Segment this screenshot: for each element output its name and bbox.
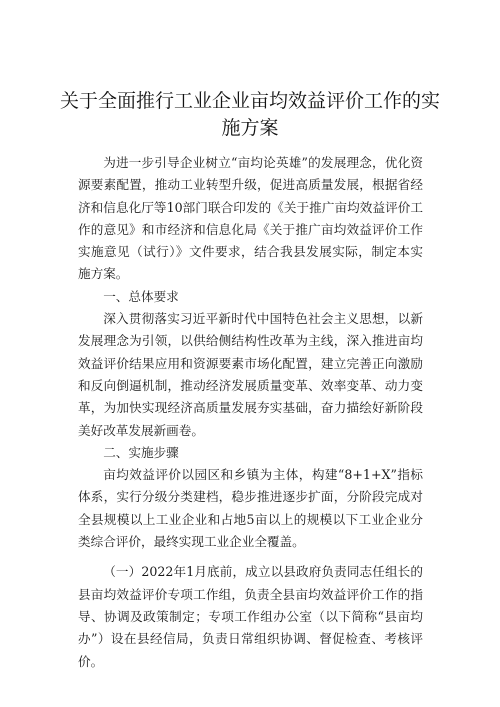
document-body — [78, 152, 423, 673]
intro-paragraph: 为进一步引导企业树立“亩均论英雄”的发展理念，优化资源要素配置，推动工业转型升级，促进高质量发展，根据省经济和信息化厅等10部门联合印发的《关于推广亩均效益评价工作的意见》和市经济和信息化局《关于推广亩均效益评价工作实施意见（试行）》文件要求，结合我县发展实际，制定本实施方案。 — [78, 155, 423, 282]
document-title: 关于全面推行工业企业亩均效益评价工作的实施方案 — [60, 90, 441, 139]
implementation-steps-paragraph: 亩均效益评价以园区和乡镇为主体，构建“8+1+X”指标体系，实行分级分类建档，稳步推进逐步扩面，分阶段完成对全县规模以上工业企业和占地5亩以上的规模以下工业企业分类综合评价，最终实现工业企业全覆盖。 — [78, 467, 423, 550]
section-heading-implementation-steps: 二、实施步骤 — [103, 444, 179, 460]
general-requirements-paragraph: 深入贯彻落实习近平新时代中国特色社会主义思想，以新发展理念为引领，以供给侧结构性改革为主线，深入推进亩均效益评价结果应用和资源要素市场化配置，建立完善正向激励和反向倒逼机制，推动经济发展质量变革、效率变革、动力变革，为加快实现经济高质量发展夯实基础，奋力描绘好新阶段美好改革发展新画卷。 — [78, 311, 423, 438]
section-heading-general-requirements: 一、总体要求 — [103, 288, 179, 304]
paragraph-spacer — [78, 553, 423, 561]
step-one-paragraph: （一）2022年1月底前，成立以县政府负责同志任组长的县亩均效益评价专项工作组，负责全县亩均效益评价工作的指导、协调及政策制定；专项工作组办公室（以下简称“县亩均办”）设在县经信局，负责日常组织协调、督促检查、考核评价。 — [78, 564, 423, 669]
